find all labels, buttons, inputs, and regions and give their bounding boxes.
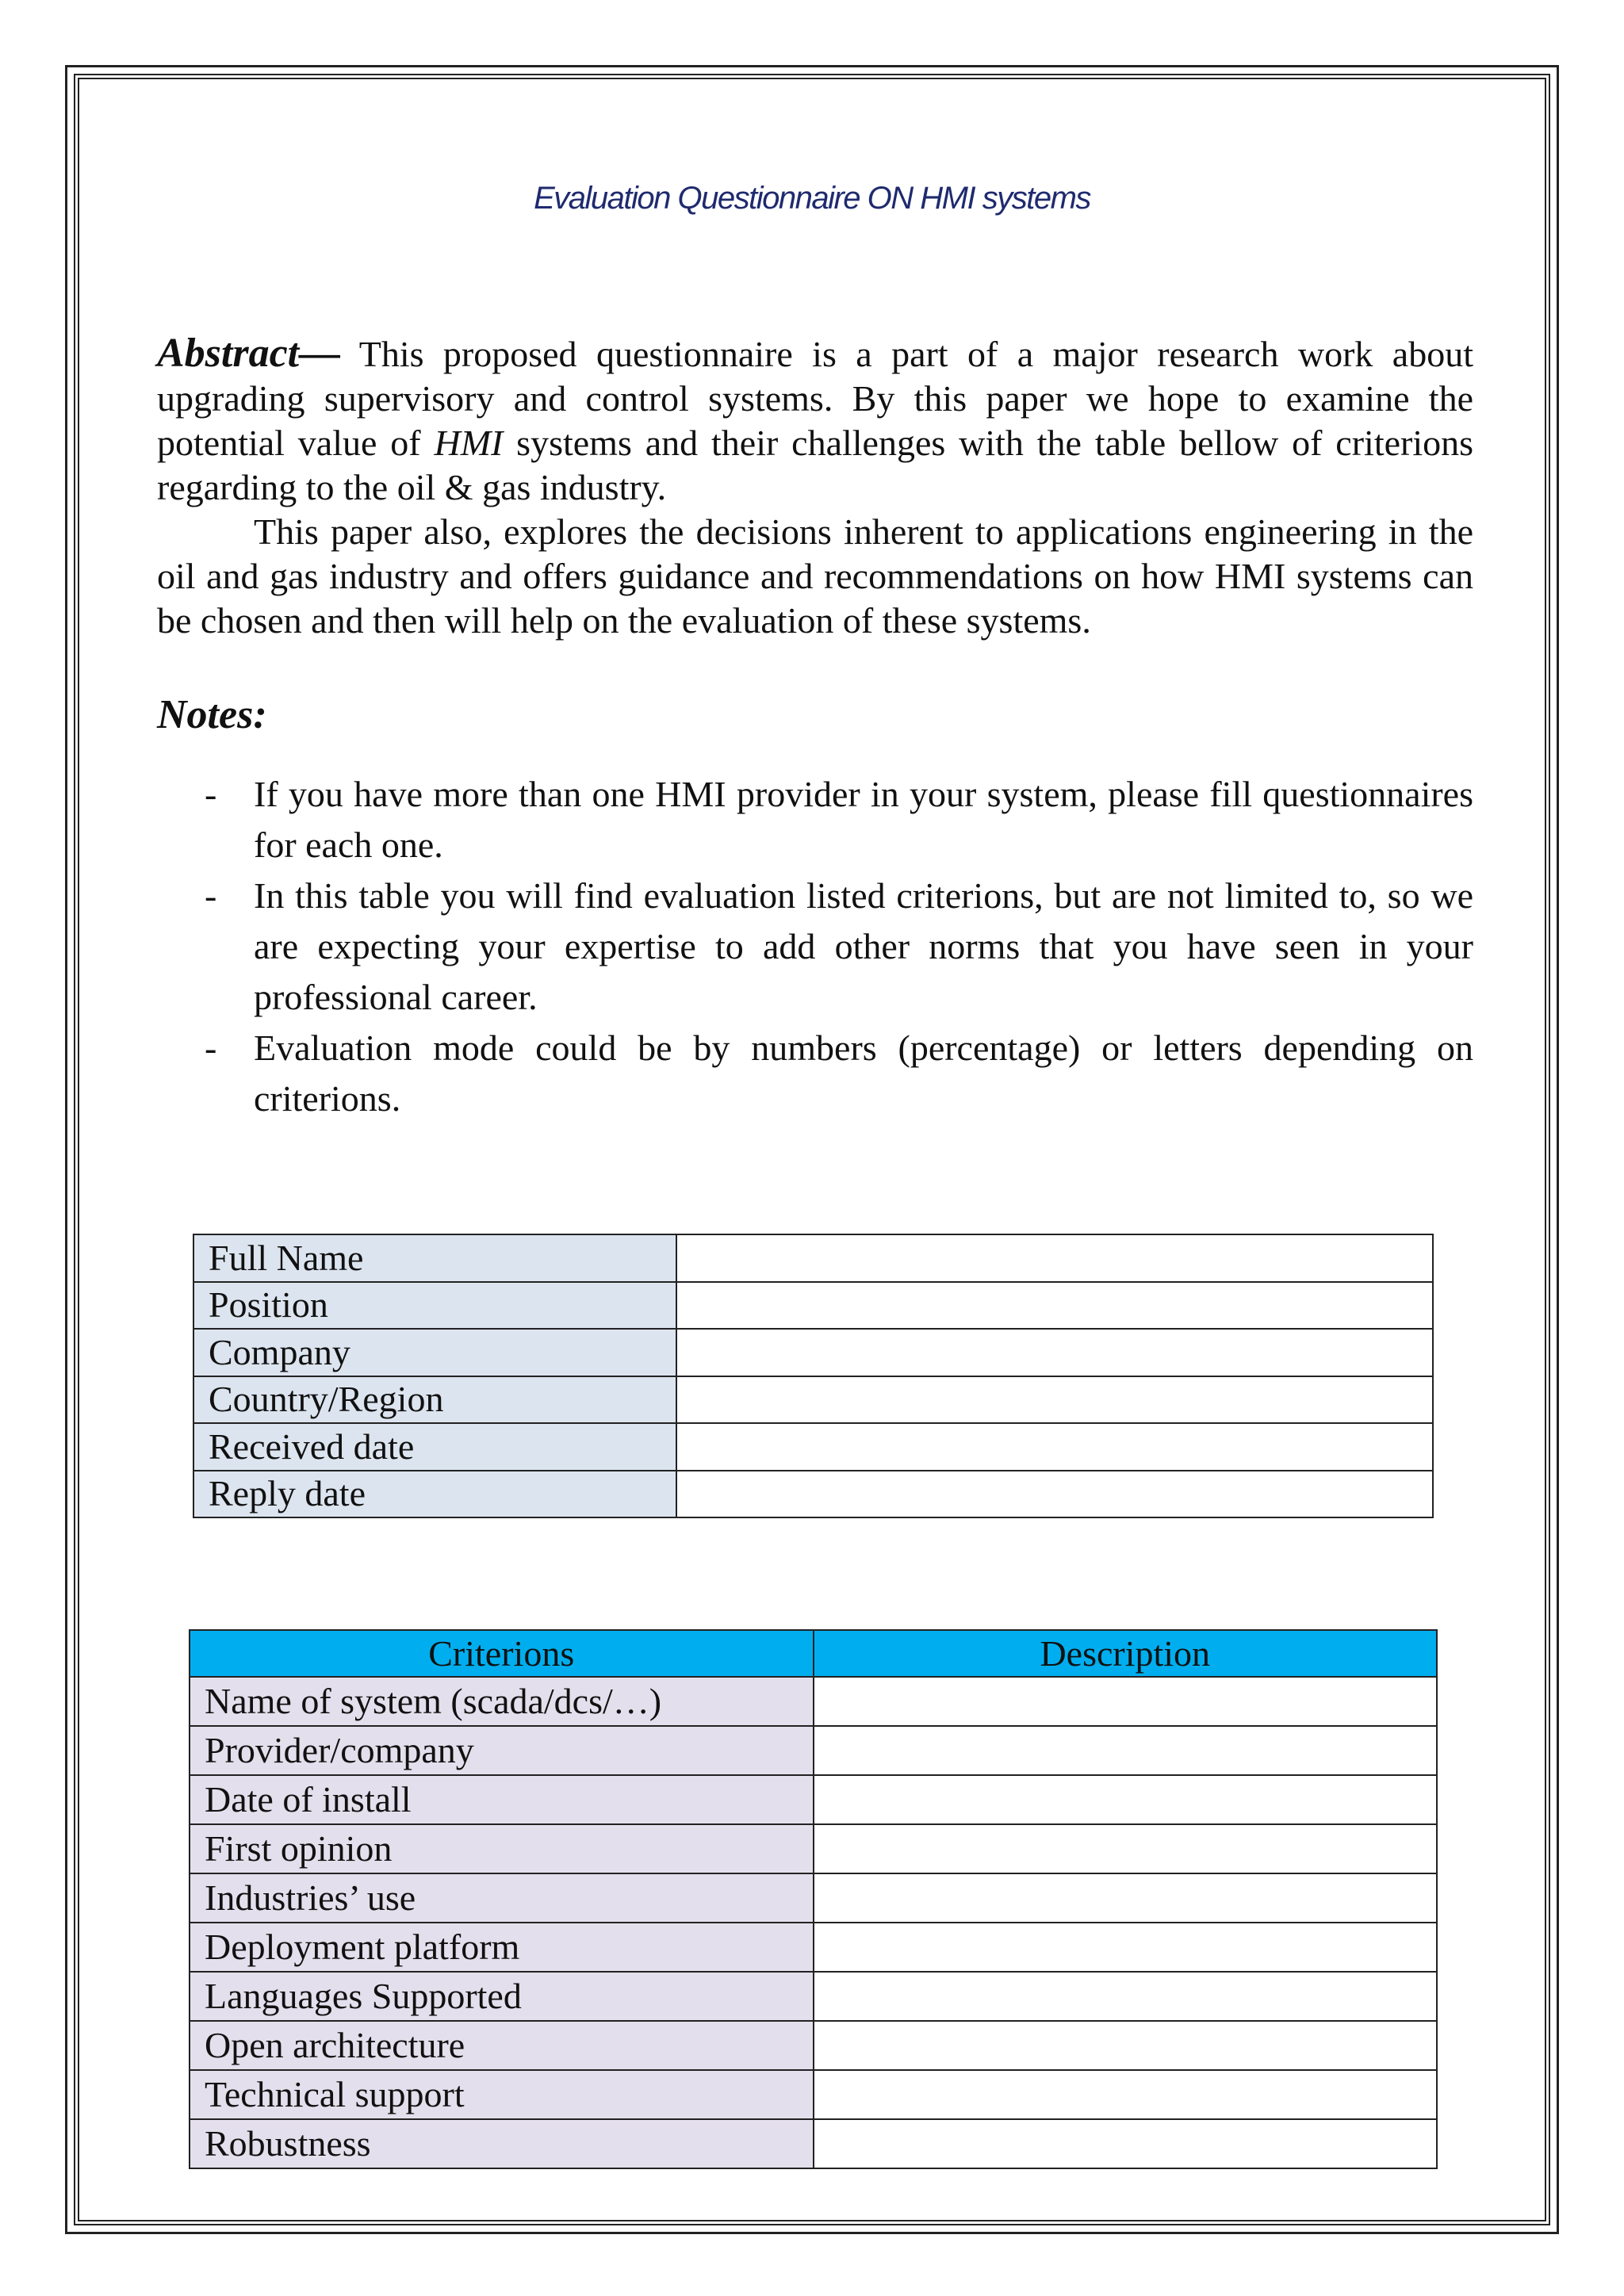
abstract-lead: Abstract— — [157, 331, 341, 376]
abstract-hmi-term: HMI — [434, 423, 504, 463]
table-row — [190, 1775, 1437, 1824]
description-field[interactable] — [814, 1923, 1438, 1972]
field-label: Company — [193, 1329, 676, 1376]
notes-heading: Notes: — [157, 692, 267, 737]
country-region-field[interactable] — [676, 1376, 1433, 1424]
criterion-label: Deployment platform — [190, 1923, 814, 1972]
abstract-paragraph-2: This paper also, explores the decisions inherent to applications engineering in the oil and gas industry and offers guidance and recommendations on how HMI systems can be chosen and then will help on the evaluation of these systems. — [157, 511, 1473, 641]
description-field[interactable] — [814, 1873, 1438, 1923]
description-field[interactable] — [814, 1775, 1438, 1824]
description-field[interactable] — [814, 1677, 1438, 1726]
respondent-info-table — [193, 1234, 1434, 1518]
description-header: Description — [814, 1630, 1438, 1677]
table-row — [193, 1329, 1433, 1376]
position-field[interactable] — [676, 1282, 1433, 1330]
abstract — [157, 331, 1473, 643]
reply-date-field[interactable] — [676, 1471, 1433, 1518]
table-row — [190, 1726, 1437, 1775]
table-row — [193, 1423, 1433, 1471]
full-name-field[interactable] — [676, 1234, 1433, 1282]
document-title: Evaluation Questionnaire ON HMI systems — [534, 181, 1090, 216]
table-row — [190, 1923, 1437, 1972]
table-row — [193, 1471, 1433, 1518]
criterion-label: Robustness — [190, 2119, 814, 2168]
field-label: Full Name — [193, 1234, 676, 1282]
table-row — [190, 1972, 1437, 2021]
table-row — [190, 1824, 1437, 1873]
description-field[interactable] — [814, 1972, 1438, 2021]
field-label: Country/Region — [193, 1376, 676, 1424]
criteria-table — [189, 1629, 1438, 2169]
description-field[interactable] — [814, 1726, 1438, 1775]
received-date-field[interactable] — [676, 1423, 1433, 1471]
table-header-row — [190, 1630, 1437, 1677]
field-label: Position — [193, 1282, 676, 1330]
note-item — [198, 1023, 1473, 1124]
bullet-dash: - — [205, 774, 217, 814]
note-item — [198, 871, 1473, 1023]
abstract-text-a: This proposed questionnaire is a part of a major research work about upgrading supervisory and control systems. By this paper we hope to examine the potential value of — [157, 334, 1473, 463]
note-item — [198, 769, 1473, 871]
table-row — [190, 1873, 1437, 1923]
description-field[interactable] — [814, 2070, 1438, 2119]
company-field[interactable] — [676, 1329, 1433, 1376]
criterion-label: First opinion — [190, 1824, 814, 1873]
criterion-label: Open architecture — [190, 2021, 814, 2070]
note-text: Evaluation mode could be by numbers (percentage) or letters depending on criterions. — [254, 1027, 1473, 1119]
note-text: In this table you will find evaluation listed criterions, but are not limited to, so we are expecting your expertise to add other norms that you have seen in your professional career. — [254, 875, 1473, 1017]
table-row — [190, 2119, 1437, 2168]
criterion-label: Industries’ use — [190, 1873, 814, 1923]
criterion-label: Date of install — [190, 1775, 814, 1824]
description-field[interactable] — [814, 1824, 1438, 1873]
abstract-paragraph-1 — [157, 331, 1473, 510]
table-row — [190, 2021, 1437, 2070]
field-label: Reply date — [193, 1471, 676, 1518]
bullet-dash: - — [205, 875, 217, 916]
table-row — [193, 1376, 1433, 1424]
table-row — [190, 2070, 1437, 2119]
table-row — [193, 1282, 1433, 1330]
criterions-header: Criterions — [190, 1630, 814, 1677]
criterion-label: Languages Supported — [190, 1972, 814, 2021]
table-row — [193, 1234, 1433, 1282]
table-row — [190, 1677, 1437, 1726]
abstract-text-b: systems and their challenges with the table bellow of criterions regarding to the oil & gas industry. — [157, 423, 1474, 507]
field-label: Received date — [193, 1423, 676, 1471]
criterion-label: Technical support — [190, 2070, 814, 2119]
description-field[interactable] — [814, 2119, 1438, 2168]
notes-list — [198, 769, 1473, 1124]
bullet-dash: - — [205, 1027, 217, 1068]
note-text: If you have more than one HMI provider in your system, please fill questionnaires for each one. — [254, 774, 1473, 865]
criterion-label: Provider/company — [190, 1726, 814, 1775]
criterion-label: Name of system (scada/dcs/…) — [190, 1677, 814, 1726]
description-field[interactable] — [814, 2021, 1438, 2070]
